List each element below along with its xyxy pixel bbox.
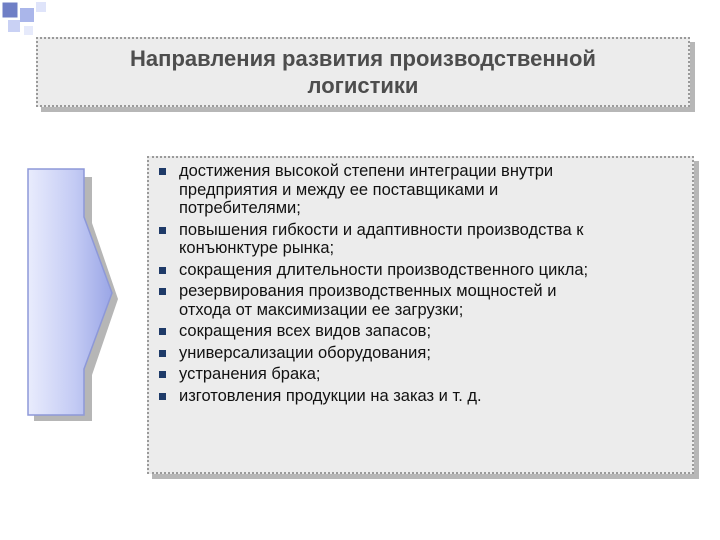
square-bullet-icon [159,267,166,274]
list-item: изготовления продукции на заказ и т. д. [179,387,682,406]
list-item: устранения брака; [179,365,682,384]
list-item: сокращения всех видов запасов; [179,322,682,341]
square-bullet-icon [159,328,166,335]
directions-list [149,158,692,405]
square-bullet-icon [159,393,166,400]
square-bullet-icon [159,168,166,175]
slide-title-line-2: логистики [307,73,419,98]
square-bullet-icon [159,371,166,378]
list-item: повышения гибкости и адаптивности производства к конъюнктуре рынка; [179,221,682,258]
list-item: достижения высокой степени интеграции внутри предприятия и между ее поставщиками и потребителями; [179,162,682,218]
right-arrow-icon [22,165,122,425]
square-bullet-icon [159,350,166,357]
list-item: универсализации оборудования; [179,344,682,363]
list-item: резервирования производственных мощностей и отхода от максимизации ее загрузки; [179,282,682,319]
list-item: сокращения длительности производственного цикла; [179,261,682,280]
square-bullet-icon [159,227,166,234]
directions-panel [147,156,694,474]
title-banner [36,37,690,107]
slide-title-line-1: Направления развития производственной [130,46,596,71]
square-bullet-icon [159,288,166,295]
